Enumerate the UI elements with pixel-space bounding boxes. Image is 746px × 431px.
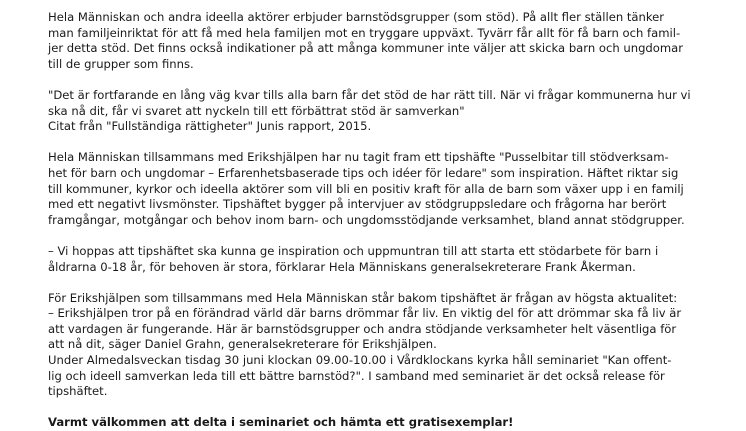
paragraph-booklet (48, 150, 708, 228)
text-line: – Erikshjälpen tror på en förändrad värld där barns drömmar får liv. En viktig del för att drömmar ska få liv är (48, 306, 682, 321)
text-line: het för barn och ungdomar – Erfarenhetsbaserade tips och idéer för ledare" som inspiration. Häftet riktar sig (48, 165, 679, 180)
text-line: Hela Människan och andra ideella aktörer erbjuder barnstödsgrupper (som stöd). På allt fler ställen tänker (48, 10, 665, 24)
paragraph-statement (48, 244, 708, 275)
paragraph-quote (48, 88, 708, 135)
text-line: ska nå dit, får vi svaret att nyckeln till ett förbättrat stöd är samverkan" (48, 103, 465, 118)
paragraph-welcome (48, 415, 708, 431)
document-body (48, 10, 708, 431)
text-line: att vardagen är fungerande. Här är barnstödsgrupper och andra stödjande verksamheter helt väsentliga för (48, 321, 677, 336)
text-line: till de grupper som finns. (48, 56, 194, 71)
text-line: För Erikshjälpen som tillsammans med Hela Människan står bakom tipshäftet är frågan av högsta aktualitet: (48, 290, 678, 305)
text-line: "Det är fortfarande en lång väg kvar tills alla barn får det stöd de har rätt till. När vi frågar kommunerna hur vi (48, 87, 691, 102)
text-line: jer detta stöd. Det finns också indikationer på att många kommuner inte väljer att skicka barn och ungdomar (48, 41, 684, 56)
paragraph-seminar (48, 291, 708, 400)
text-line: med ett negativt livsmönster. Tipshäftet bygger på intervjuer av stödgruppsledare och frågorna har berört (48, 197, 667, 212)
text-line: åldrarna 0-18 år, för behoven är stora, förklarar Hela Människans generalsekreterare Frank Åkerman. (48, 259, 636, 274)
text-line: lig och ideell samverkan leda till ett bättre barnstöd?". I samband med seminariet är det också release för (48, 368, 665, 383)
paragraph-intro (48, 10, 708, 72)
text-line: Under Almedalsveckan tisdag 30 juni klockan 09.00-10.00 i Vårdklockans kyrka håll seminariet "Kan offent- (48, 353, 672, 368)
text-line: framgångar, motgångar och behov inom barn- och ungdomsstödjande verksamhet, bland annat stödgrupper. (48, 212, 685, 227)
quote-citation: Citat från "Fullständiga rättigheter" Junis rapport, 2015. (48, 119, 372, 134)
text-line: tipshäftet. (48, 384, 108, 399)
text-line: till kommuner, kyrkor och ideella aktörer som vill bli en positiv kraft för alla de barn som växer upp i en familj (48, 181, 684, 196)
text-line: att nå dit, säger Daniel Grahn, generalsekreterare för Erikshjälpen. (48, 337, 437, 352)
text-line: man familjeinriktat för att få med hela familjen mot en tryggare uppväxt. Tyvärr får allt för få barn och famil- (48, 25, 681, 40)
welcome-invitation: Varmt välkommen att delta i seminariet och hämta ett gratisexemplar! (48, 415, 514, 430)
text-line: – Vi hoppas att tipshäftet ska kunna ge inspiration och uppmuntran till att starta ett stödarbete för barn i (48, 243, 659, 258)
text-line: Hela Människan tillsammans med Erikshjälpen har nu tagit fram ett tipshäfte "Pusselbitar till stödverksam- (48, 150, 669, 165)
